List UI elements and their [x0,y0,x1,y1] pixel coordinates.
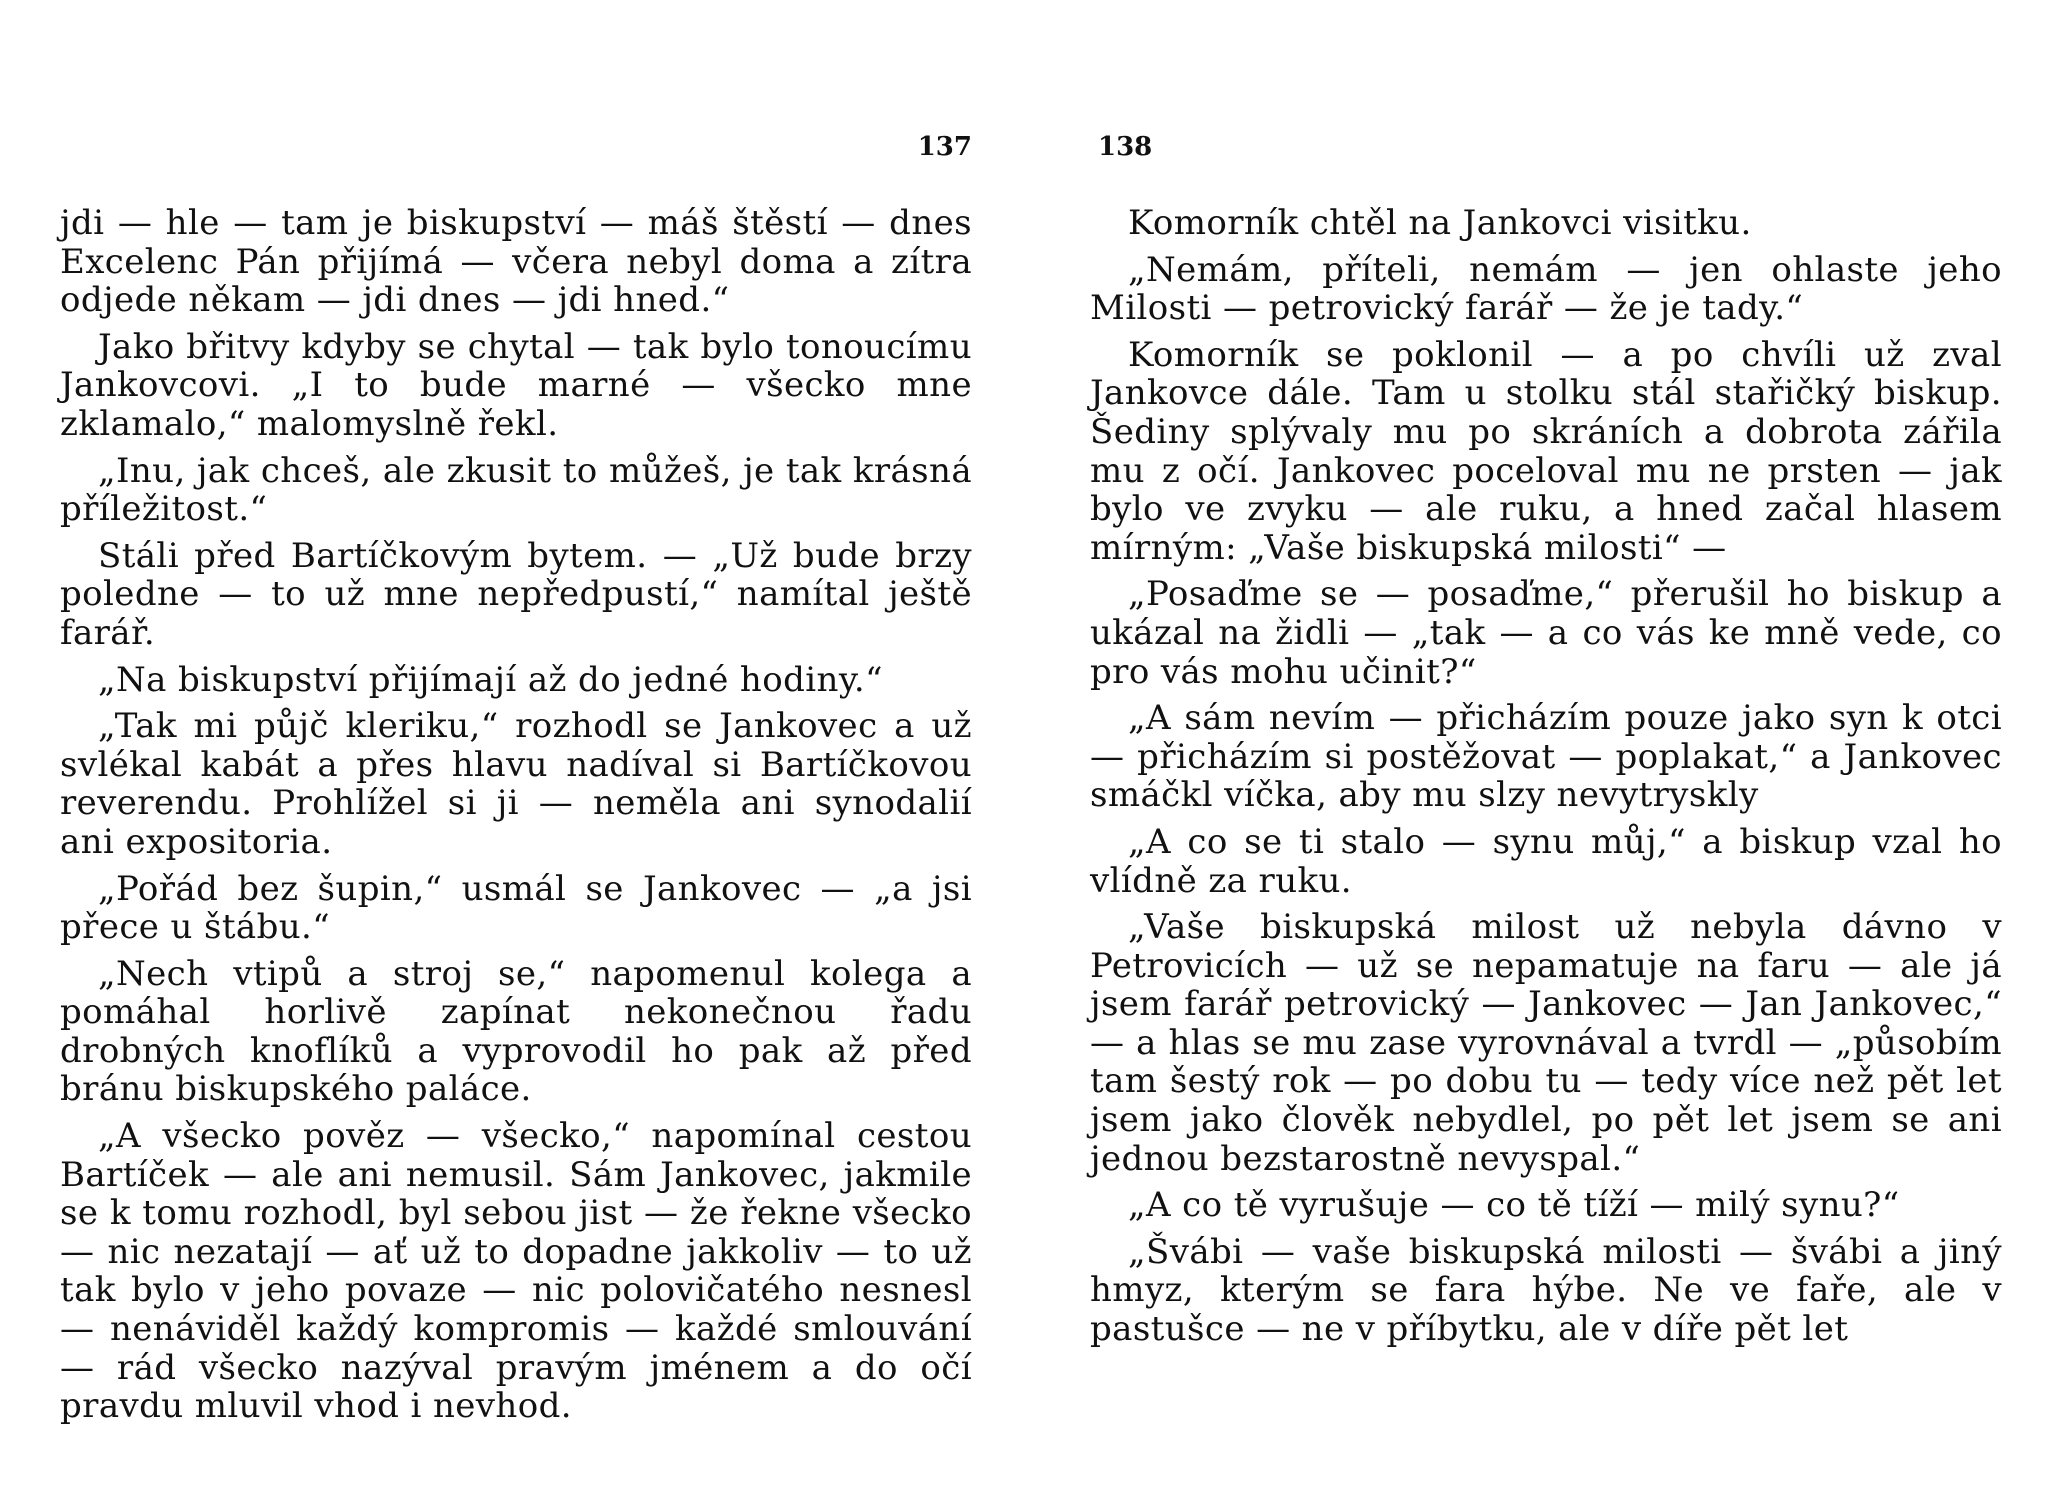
paragraph: „A co se ti stalo — synu můj,“ a biskup vzal ho vlídně za ruku. [1090,821,2002,901]
paragraph: Stáli před Bartíčkovým bytem. — „Už bude brzy poledne — to už mne nepředpustí,“ namítal ještě farář. [60,535,972,653]
paragraph: „A všecko pověz — všecko,“ napomínal cestou Bartíček — ale ani nemusil. Sám Jankovec, jakmile se k tomu rozhodl, byl sebou jist — že řekne všecko — nic nezatají — ať už to dopadne jakkoliv — to už tak bylo v jeho povaze — nic polovičatého nesnesl — nenáviděl každý kompromis — každé smlouvání — rád všecko nazýval pravým jménem a do očí pravdu mluvil vhod i nevhod. [60,1116,972,1427]
left-page-text [60,204,972,1434]
paragraph: „Švábi — vaše biskupská milosti — švábi a jiný hmyz, kterým se fara hýbe. Ne ve faře, ale v pastušce — ne v příbytku, ale v díře pět let [1090,1231,2002,1350]
paragraph: „Pořád bez šupin,“ usmál se Jankovec — „a jsi přece u štábu.“ [60,868,972,948]
paragraph: „A co tě vyrušuje — co tě tíží — milý synu?“ [1128,1185,1900,1226]
paragraph: Jako břitvy kdyby se chytal — tak bylo tonoucímu Jankovcovi. „I to bude marné — všecko mne zklamalo,“ malomyslně řekl. [60,326,972,444]
page-number-left: 137 [917,132,972,162]
paragraph: „Nemám, příteli, nemám — jen ohlaste jeho Milosti — petrovický farář — že je tady.“ [1090,249,2002,329]
paragraph: „Posaďme se — posaďme,“ přerušil ho biskup a ukázal na židli — „tak — a co vás ke mně vede, co pro vás mohu učinit?“ [1090,574,2002,692]
page-number-right: 138 [1098,132,1153,162]
paragraph: jdi — hle — tam je biskupství — máš štěstí — dnes Excelenc Pán přijímá — včera nebyl doma a zítra odjede někam — jdi dnes — jdi hned.“ [60,203,972,321]
right-page [1090,0,2002,1500]
paragraph: „Tak mi půjč kleriku,“ rozhodl se Jankovec a už svlékal kabát a přes hlavu nadíval si Bartíčkovou reverendu. Prohlížel si ji — neměla ani synodalií ani expositoria. [60,706,972,862]
right-page-text [1090,204,2002,1357]
paragraph: Komorník se poklonil — a po chvíli už zval Jankovce dále. Tam u stolku stál stařičký biskup. Šediny splývaly mu po skráních a dobrota zářila mu z očí. Jankovec poceloval mu ne prsten — jak bylo ve zvyku — ale ruku, a hned začal hlasem mírným: „Vaše biskupská milosti“ — [1090,334,2002,568]
paragraph: „Vaše biskupská milost už nebyla dávno v Petrovicích — už se nepamatuje na faru — ale já jsem farář petrovický — Jankovec — Jan Jankovec,“ — a hlas se mu zase vyrovnával a tvrdl — „působím tam šestý rok — po dobu tu — tedy více než pět let jsem jako člověk nebydlel, po pět let jsem se ani jednou bezstarostně nevyspal.“ [1090,907,2002,1179]
paragraph: „Nech vtipů a stroj se,“ napomenul kolega a pomáhal horlivě zapínat nekonečnou řadu drobných knoflíků a vyprovodil ho pak až před bránu biskupského paláce. [60,953,972,1110]
left-page [60,0,972,1500]
paragraph: Komorník chtěl na Jankovci visitku. [1128,203,1752,243]
paragraph: „Inu, jak chceš, ale zkusit to můžeš, je tak krásná příležitost.“ [60,450,972,530]
paragraph: „Na biskupství přijímají až do jedné hodiny.“ [98,659,883,700]
paragraph: „A sám nevím — přicházím pouze jako syn k otci — přicházím si postěžovat — poplakat,“ a Jankovec smáčkl víčka, aby mu slzy nevytryskly [1090,698,2002,816]
